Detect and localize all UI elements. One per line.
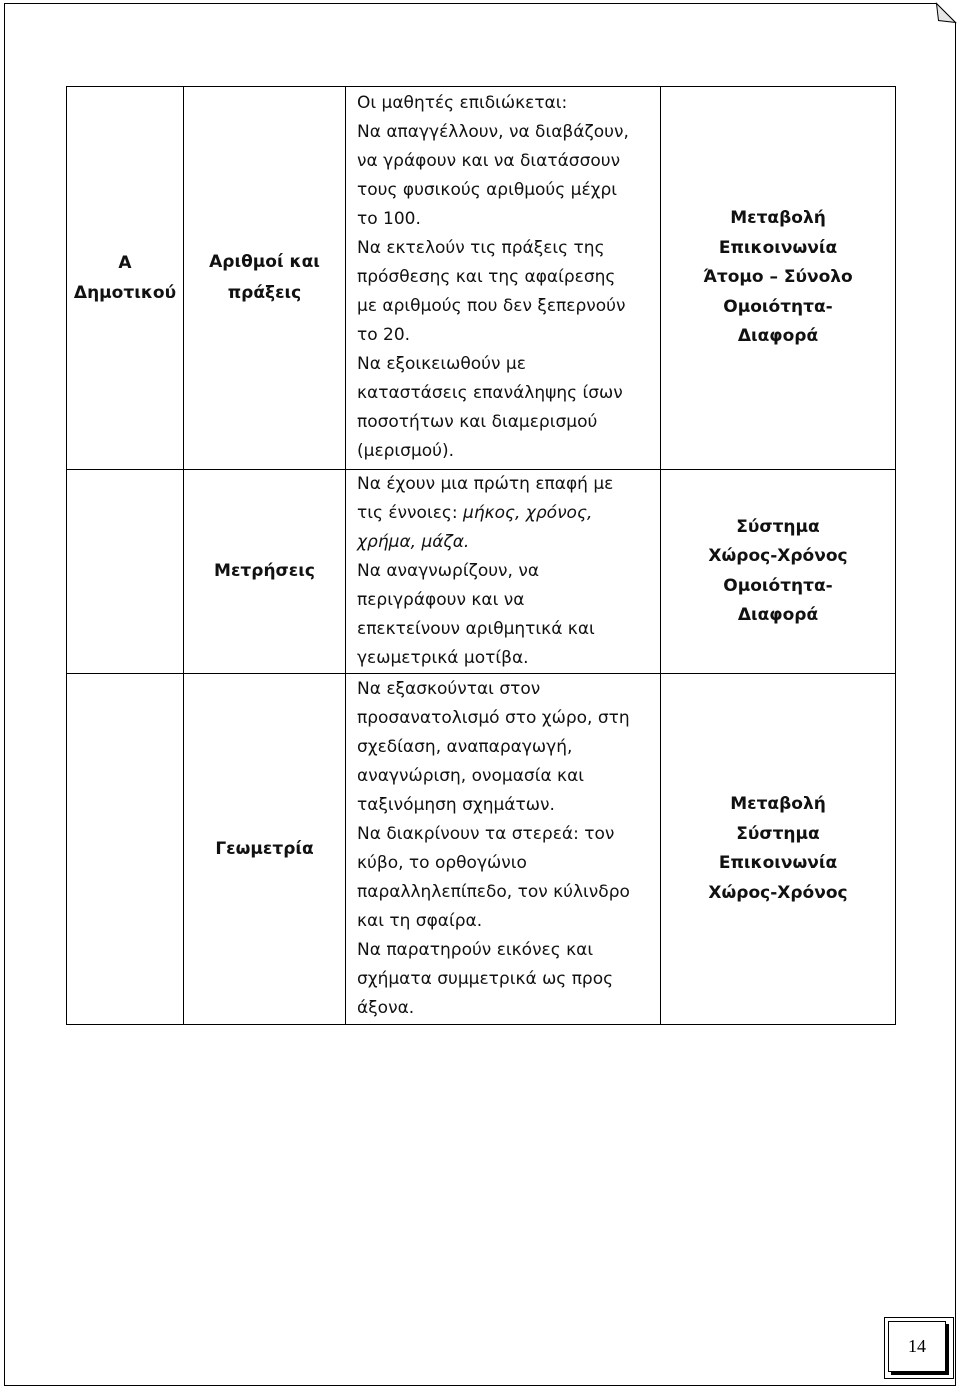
objective-line: ποσοτήτων και διαμερισμού: [357, 412, 598, 432]
concept-label: Μεταβολή: [730, 794, 826, 814]
objective-line: και τη σφαίρα.: [357, 911, 483, 931]
concepts-cell: [661, 470, 896, 674]
objective-line: ταξινόμηση σχημάτων.: [357, 795, 555, 815]
concept-label: Ομοιότητα-: [723, 575, 833, 596]
objective-line: Να διακρίνουν τα στερεά: τον: [357, 824, 615, 844]
objective-line: περιγράφουν και να: [357, 590, 525, 610]
concept-label: Χώρος-Χρόνος: [708, 546, 848, 566]
objective-line: πρόσθεσης και της αφαίρεσης: [357, 267, 616, 287]
concept-label: Σύστημα: [736, 516, 820, 537]
objective-line: προσανατολισμό στο χώρο, στη: [357, 708, 630, 728]
subject-cell: [184, 674, 346, 1025]
subject-cell: [184, 87, 346, 470]
concepts-cell: [661, 87, 896, 470]
grade-label: Δημοτικού: [73, 283, 177, 303]
concept-label: Διαφορά: [737, 326, 819, 347]
objective-line: παραλληλεπίπεδο, τον κύλινδρο: [357, 882, 630, 902]
objectives-cell: [346, 87, 661, 470]
grade-cell: [67, 674, 184, 1025]
objective-line: Να έχουν μια πρώτη επαφή με: [357, 474, 614, 494]
objective-line: Να εξοικειωθούν με: [357, 354, 526, 374]
page-number-box: [888, 1321, 946, 1372]
concept-label: Ομοιότητα-: [723, 296, 833, 317]
objective-line: καταστάσεις επανάληψης ίσων: [357, 383, 623, 403]
objective-line: αναγνώριση, ονομασία και: [357, 766, 585, 786]
objective-line: σχήματα συμμετρικά ως προς: [357, 969, 614, 989]
objective-line: επεκτείνουν αριθμητικά και: [357, 619, 595, 639]
objective-line: Να απαγγέλλουν, να διαβάζουν,: [357, 122, 629, 142]
objective-line: σχεδίαση, αναπαραγωγή,: [357, 737, 573, 757]
subject-label: πράξεις: [227, 283, 302, 303]
concept-label: Άτομο – Σύνολο: [703, 267, 853, 288]
page-corner-fold: [937, 4, 956, 23]
concept-label: Επικοινωνία: [718, 237, 838, 258]
subject-label: Μετρήσεις: [214, 561, 315, 581]
concept-label: Διαφορά: [737, 605, 819, 625]
objective-line: Να αναγνωρίζουν, να: [357, 561, 540, 581]
concept-label: Σύστημα: [736, 823, 820, 844]
objective-emphasis: μήκος, χρόνος,: [463, 503, 593, 523]
concepts-cell: [661, 674, 896, 1025]
concept-label: Χώρος-Χρόνος: [708, 882, 848, 903]
objective-line: με αριθμούς που δεν ξεπερνούν: [357, 296, 626, 316]
curriculum-table: [66, 86, 896, 1025]
grade-cell: [67, 470, 184, 674]
page-number: 14: [908, 1336, 926, 1356]
objective-line: γεωμετρικά μοτίβα.: [357, 648, 529, 668]
objective-text: τις έννοιες:: [357, 503, 464, 523]
grade-label: Α: [118, 253, 132, 273]
concept-label: Μεταβολή: [730, 208, 826, 229]
objective-line: Να παρατηρούν εικόνες και: [357, 940, 594, 960]
objectives-cell: [346, 674, 661, 1025]
objective-line: το 100.: [357, 209, 421, 229]
subject-label: Αριθμοί και: [209, 252, 320, 272]
objective-emphasis: χρήμα, μάζα.: [357, 532, 470, 552]
objective-line: (μερισμού).: [357, 441, 455, 461]
objective-line: Οι μαθητές επιδιώκεται:: [357, 93, 568, 113]
objective-line: κύβο, το ορθογώνιο: [357, 853, 527, 873]
objective-line: [357, 528, 660, 557]
concept-label: Επικοινωνία: [718, 853, 838, 873]
objective-line: άξονα.: [357, 998, 415, 1018]
objective-line: τους φυσικούς αριθμούς μέχρι: [357, 180, 618, 200]
objective-line: Να εκτελούν τις πράξεις της: [357, 238, 605, 258]
subject-label: Γεωμετρία: [215, 838, 314, 859]
objectives-cell: [346, 470, 661, 674]
objective-line: [357, 499, 660, 528]
grade-cell: [67, 87, 184, 470]
objective-line: Να εξασκούνται στον: [357, 679, 541, 699]
objective-line: να γράφουν και να διατάσσουν: [357, 151, 621, 171]
objective-line: το 20.: [357, 325, 411, 345]
subject-cell: [184, 470, 346, 674]
